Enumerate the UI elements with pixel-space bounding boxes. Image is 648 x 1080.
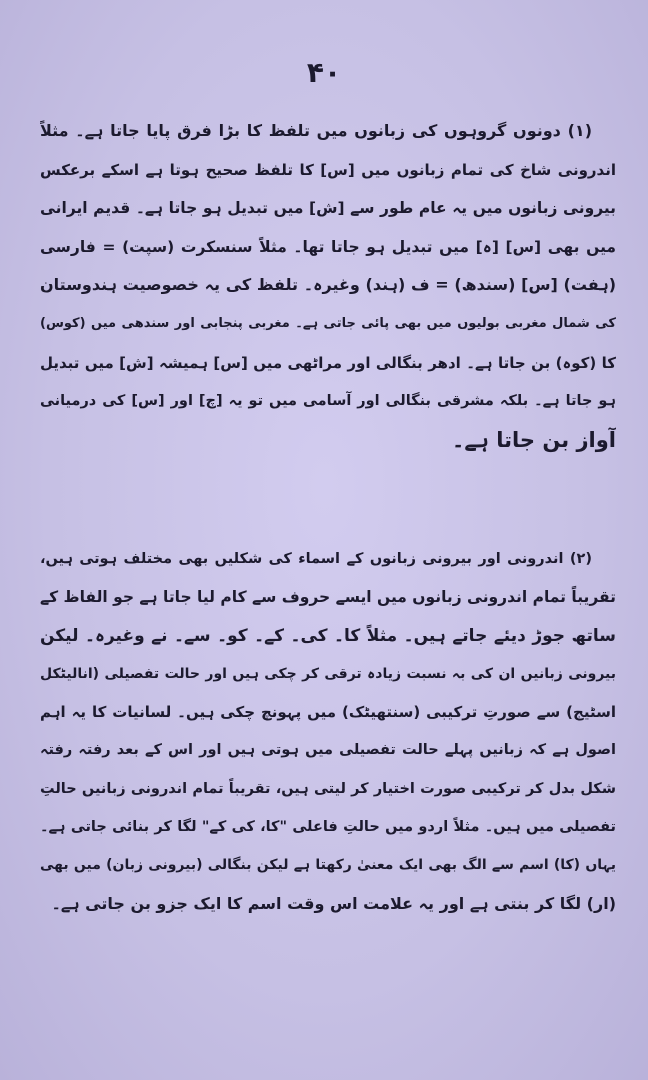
paragraph-line: تفصیلی میں ہیں۔ مثلاً اردو میں حالتِ فاعلی "کا، کی کے" لگا کر بنائی جاتی ہے۔ [40,819,616,836]
paragraph-line: اندرونی شاخ کی تمام زبانوں میں [س] کا تلفظ صحیح ہوتا ہے اسکے برعکس [40,160,616,179]
paragraph-line: کی شمال مغربی بولیوں میں بھی پائی جاتی ہے۔ مغربی پنجابی اور سندھی میں (کوس) [40,315,616,331]
paragraph-line: ہو جاتا ہے۔ بلکہ مشرقی بنگالی اور آسامی میں تو یہ [چ] اور [س] کی درمیانی [40,393,616,410]
paragraph-line: (۱) دونوں گروہوں کی زبانوں میں تلفظ کا بڑا فرق پایا جاتا ہے۔ مثلاً [40,121,592,140]
paragraph-1 [40,112,616,459]
paragraph-line: میں بھی [س] [ہ] میں تبدیل ہو جاتا تھا۔ مثلاً سنسکرت (سپت) = فارسی [40,237,616,256]
paragraph-line: اسٹیج) سے صورتِ ترکیبی (سنتھیٹک) میں پہونچ چکی ہیں۔ لسانیات کا یہ اہم [40,703,616,722]
paragraph-line: اصول ہے کہ زبانیں پہلے حالت تفصیلی میں ہوتی ہیں اور اس کے بعد رفتہ رفتہ [40,742,616,759]
paragraph-line: تقریباً تمام اندرونی زبانوں میں ایسے حروف سے کام لیا جاتا ہے جو الفاظ کے [40,588,616,607]
paragraph-line: بیرونی زبانوں میں یہ عام طور سے [ش] میں تبدیل ہو جاتا ہے۔ قدیم ایرانی [40,199,616,218]
paragraph-line: (۲) اندرونی اور بیرونی زبانوں کے اسماء کی شکلیں بھی مختلف ہوتی ہیں، [40,551,592,567]
paragraph-line: بیرونی زبانیں ان کی بہ نسبت زیادہ ترقی کر چکی ہیں اور حالت تفصیلی (اناليٹکل [40,665,616,682]
paragraph-line: کا (کوہ) بن جاتا ہے۔ ادھر بنگالی اور مراٹھی میں [س] ہمیشہ [ش] میں تبدیل [40,353,616,372]
paragraph-line: (ار) لگا کر بنتی ہے اور یہ علامت اس وقت اسم کا ایک جزو بن جاتی ہے۔ [51,893,616,913]
paragraph-line: یہاں (کا) اسم سے الگ بھی ایک معنیٰ رکھتا ہے لیکن بنگالی (بیرونی زبان) میں بھی [40,857,616,874]
paragraph-2 [40,540,616,923]
paragraph-line: آواز بن جاتا ہے۔ [452,427,616,452]
page-number: ۴۰ [306,56,342,89]
paragraph-line: شکل بدل کر ترکیبی صورت اختیار کر لیتی ہیں، تقریباً تمام اندرونی زبانیں حالتِ [40,780,616,797]
paragraph-line: (ہفت) [س] (سندھ) = ف (ہند) وغیرہ۔ تلفظ کی یہ خصوصیت ہندوستان [40,275,616,295]
paragraph-line: ساتھ جوڑ دیئے جاتے ہیں۔ مثلاً کا۔ کی۔ کے۔ کو۔ سے۔ نے وغیرہ۔ لیکن [40,625,616,646]
